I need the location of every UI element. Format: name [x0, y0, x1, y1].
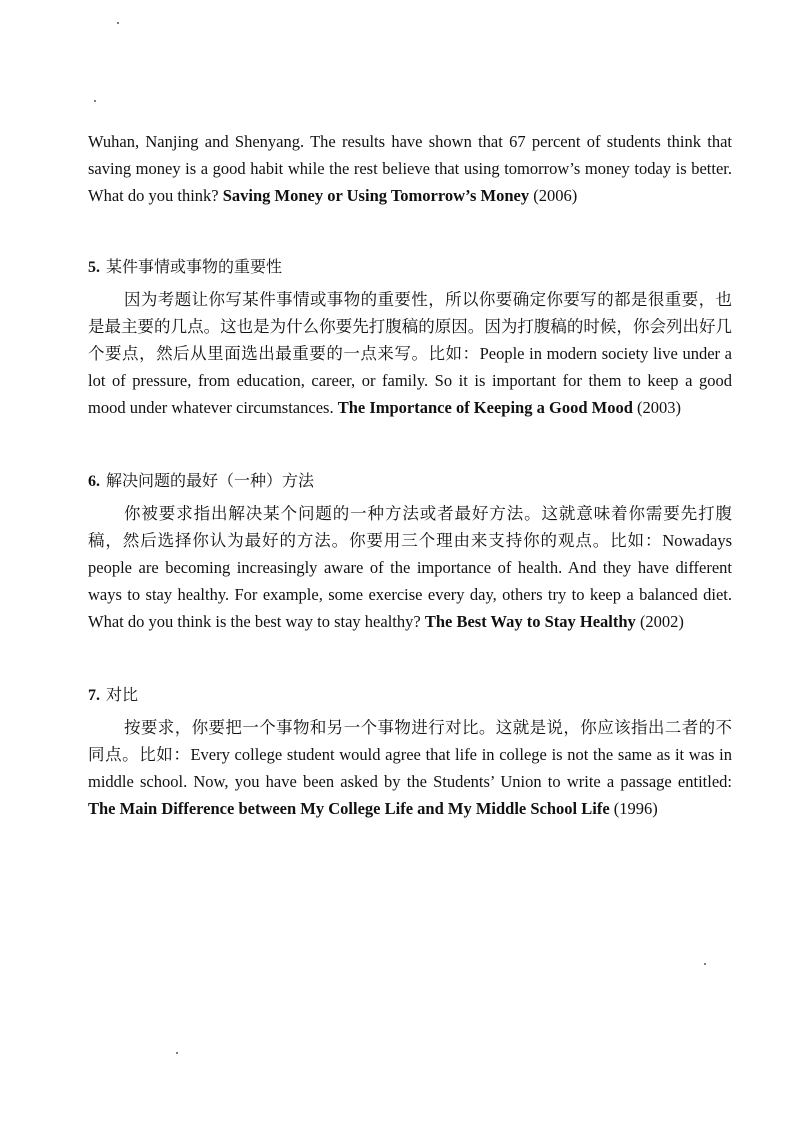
section-5-example: People in modern society live under a lot of pressure, from education, career, or family. So it is important for them to keep a good mood under whatever circumstances. [88, 344, 733, 417]
section-7-essay-year: (1996) [613, 799, 658, 818]
section-5-title: 某件事情或事物的重要性 [106, 259, 283, 276]
section-7-number: 7. [88, 687, 100, 704]
scan-speck [704, 963, 706, 965]
section-7-heading [88, 684, 138, 708]
section-7-title: 对比 [106, 687, 139, 704]
section-5-body [88, 286, 732, 421]
intro-text: Wuhan, Nanjing and Shenyang. The results have shown that 67 percent of students think that saving money is a good habit while the rest believe that using tomorrow’s money today is better. What do you think? [88, 132, 732, 205]
intro-essay-year: (2006) [533, 186, 578, 205]
section-6-essay-year: (2002) [639, 612, 684, 631]
intro-essay-title: Saving Money or Using Tomorrow’s Money [222, 186, 530, 205]
section-5-number: 5. [88, 259, 100, 276]
section-5-essay-year: (2003) [637, 398, 681, 417]
scan-speck [94, 100, 96, 102]
section-7-body [88, 714, 732, 822]
section-6-title: 解决问题的最好（一种）方法 [106, 473, 315, 490]
section-5-chinese: 因为考题让你写某件事情或事物的重要性，所以你要确定你要写的都是很重要，也是最主要的几点。这也是为什么你要先打腹稿的原因。因为打腹稿的时候，你会列出好几个要点，然后从里面选出最重要的一点来写。比如： [88, 290, 732, 363]
section-5-heading [88, 256, 282, 280]
section-7-essay-title: The Main Difference between My College Life and My Middle School Life [88, 799, 610, 818]
section-6-essay-title: The Best Way to Stay Healthy [424, 612, 636, 631]
section-6-number: 6. [88, 473, 100, 490]
section-6-example: Nowadays people are becoming increasingly aware of the importance of health. And they have different ways to stay healthy. For example, some exercise every day, others try to keep a balanced diet. What do you think is the best way to stay healthy? [88, 531, 732, 631]
intro-paragraph [88, 128, 732, 209]
scan-speck [176, 1052, 178, 1054]
section-6-heading [88, 470, 314, 494]
section-7-example: Every college student would agree that life in college is not the same as it was in middle school. Now, you have been asked by the Students’ Union to write a passage entitled: [88, 745, 732, 791]
section-6-body [88, 500, 732, 635]
section-5-essay-title: The Importance of Keeping a Good Mood [337, 398, 633, 417]
section-7-chinese: 按要求，你要把一个事物和另一个事物进行对比。这就是说，你应该指出二者的不同点。比如： [88, 718, 732, 764]
section-6-chinese: 你被要求指出解决某个问题的一种方法或者最好方法。这就意味着你需要先打腹稿，然后选择你认为最好的方法。你要用三个理由来支持你的观点。比如： [88, 504, 732, 550]
scan-speck [117, 22, 119, 24]
